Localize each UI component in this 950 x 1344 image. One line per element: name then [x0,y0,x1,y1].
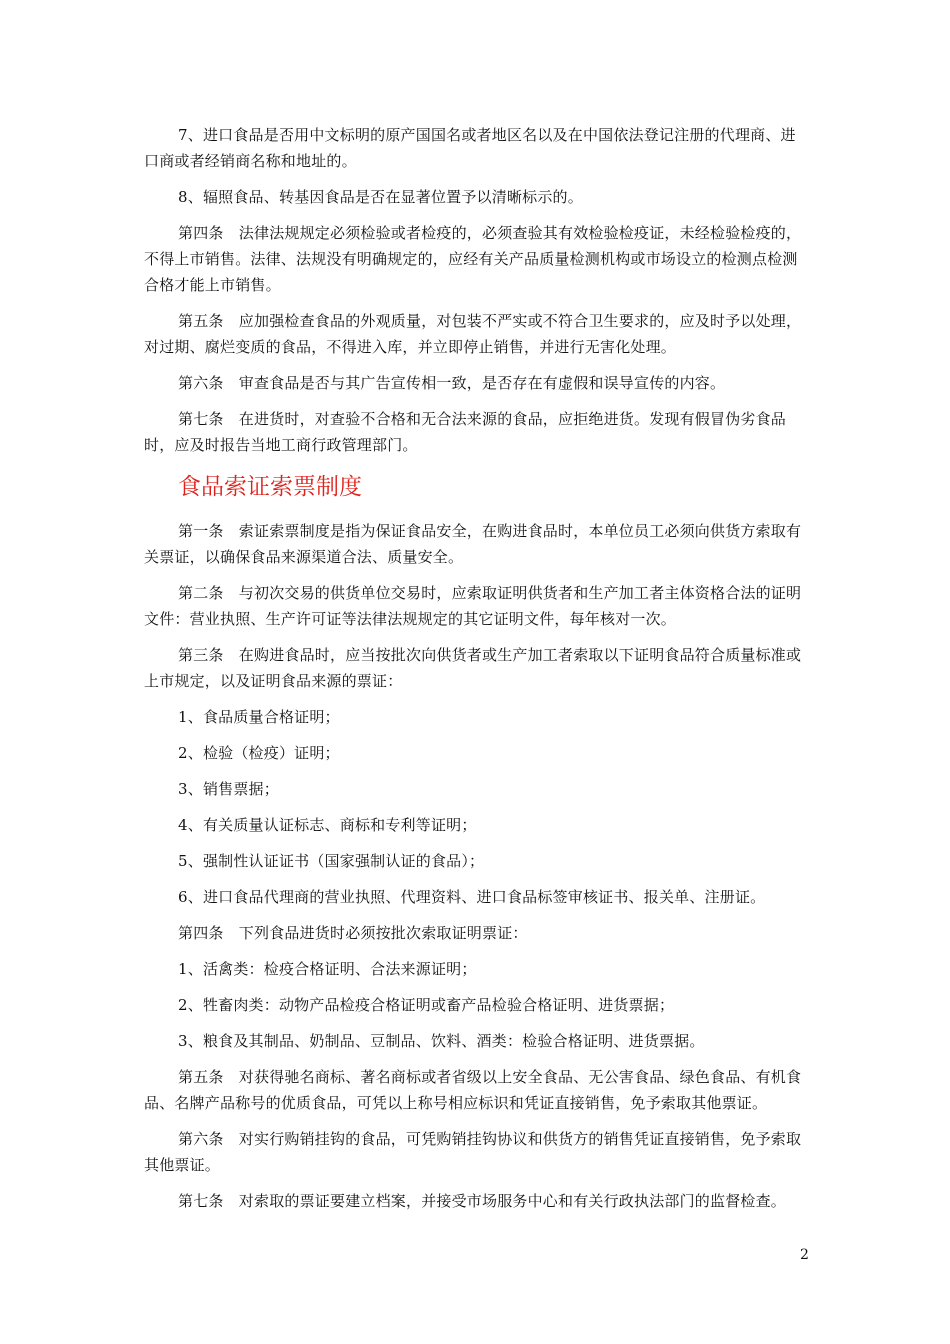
paragraph: 第六条 审查食品是否与其广告宣传相一致，是否存在有虚假和误导宣传的内容。 [178,374,726,392]
list-item: 5、强制性认证证书（国家强制认证的食品）； [178,852,485,870]
paragraph: 第三条 在购进食品时，应当按批次向供货者或生产加工者索取以下证明食品符合质量标准或上市规定，以及证明食品来源的票证： [144,646,802,690]
list-item: 2、检验（检疫）证明； [178,744,340,762]
list-item: 2、牲畜肉类：动物产品检疫合格证明或畜产品检验合格证明、进货票据； [178,996,675,1014]
paragraph: 第二条 与初次交易的供货单位交易时，应索取证明供货者和生产加工者主体资格合法的证明文件：营业执照、生产许可证等法律法规规定的其它证明文件，每年核对一次。 [144,584,802,628]
document-body [144,122,808,1224]
list-item: 6、进口食品代理商的营业执照、代理资料、进口食品标签审核证书、报关单、注册证。 [178,888,766,906]
paragraph: 第五条 应加强检查食品的外观质量，对包装不严实或不符合卫生要求的，应及时予以处理，对过期、腐烂变质的食品，不得进入库，并立即停止销售，并进行无害化处理。 [144,312,802,356]
paragraph: 7、进口食品是否用中文标明的原产国国名或者地区名以及在中国依法登记注册的代理商、进口商或者经销商名称和地址的。 [144,126,796,170]
paragraph: 第四条 下列食品进货时必须按批次索取证明票证： [178,924,528,942]
paragraph: 第五条 对获得驰名商标、著名商标或者省级以上安全食品、无公害食品、绿色食品、有机食品、名牌产品称号的优质食品，可凭以上称号相应标识和凭证直接销售，免予索取其他票证。 [144,1068,802,1112]
paragraph: 第六条 对实行购销挂钩的食品，可凭购销挂钩协议和供货方的销售凭证直接销售，免予索取其他票证。 [144,1130,802,1174]
list-item: 4、有关质量认证标志、商标和专利等证明； [178,816,477,834]
paragraph: 第七条 对索取的票证要建立档案，并接受市场服务中心和有关行政执法部门的监督检查。 [178,1192,787,1210]
page-number: 2 [800,1247,809,1263]
paragraph: 8、辐照食品、转基因食品是否在显著位置予以清晰标示的。 [178,188,583,206]
list-item: 3、粮食及其制品、奶制品、豆制品、饮料、酒类：检验合格证明、进货票据。 [178,1032,705,1050]
section-title: 食品索证索票制度 [178,474,362,500]
list-item: 1、食品质量合格证明； [178,708,340,726]
paragraph: 第四条 法律法规规定必须检验或者检疫的，必须查验其有效检验检疫证，未经检验检疫的，不得上市销售。法律、法规没有明确规定的，应经有关产品质量检测机构或市场设立的检测点检测合格才能上市销售。 [144,224,802,294]
list-item: 3、销售票据； [178,780,279,798]
paragraph: 第一条 索证索票制度是指为保证食品安全，在购进食品时，本单位员工必须向供货方索取有关票证，以确保食品来源渠道合法、质量安全。 [144,522,802,566]
list-item: 1、活禽类：检疫合格证明、合法来源证明； [178,960,477,978]
paragraph: 第七条 在进货时，对查验不合格和无合法来源的食品，应拒绝进货。发现有假冒伪劣食品时，应及时报告当地工商行政管理部门。 [144,410,787,454]
